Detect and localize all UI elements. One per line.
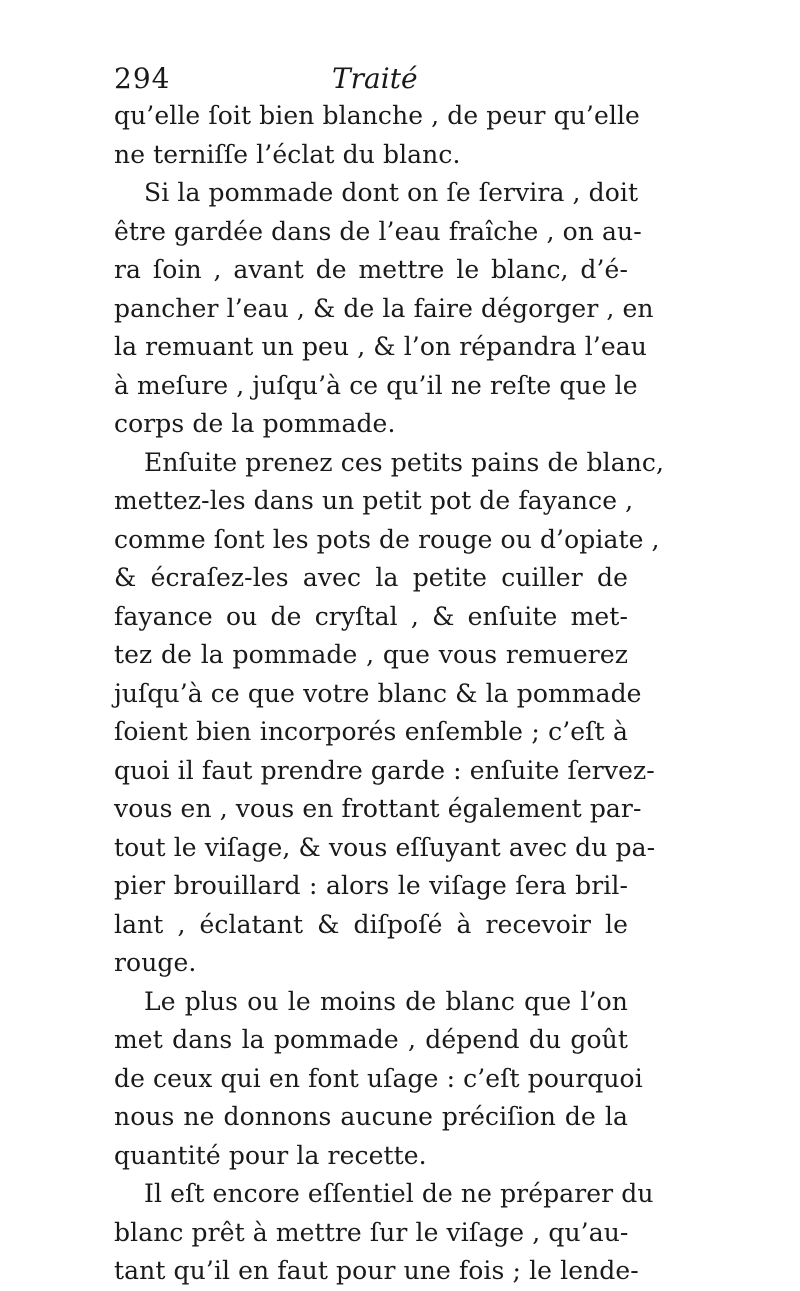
text-line: lant , éclatant & diſpoſé à recevoir le: [114, 909, 628, 939]
text-line: blanc prêt à mettre ſur le viſage , qu’au-: [114, 1217, 629, 1247]
text-line: quantité pour la recette.: [114, 1140, 427, 1170]
text-line: pancher l’eau , & de la faire dégorger , en: [114, 293, 654, 323]
text-line: mettez-les dans un petit pot de fayance ,: [114, 486, 634, 515]
text-line: Le plus ou le moins de blanc que l’on: [144, 986, 628, 1016]
text-line: & écraſez-les avec la petite cuiller de: [114, 563, 628, 592]
text-line: ne terniſſe l’éclat du blanc.: [114, 139, 461, 169]
text-line: rouge.: [114, 948, 197, 977]
text-line: nous ne donnons aucune préciſion de la: [114, 1102, 628, 1131]
text-line: Enſuite prenez ces petits pains de blanc,: [144, 447, 665, 477]
running-title: Traité: [332, 62, 418, 95]
body-text: [114, 97, 665, 1291]
text-line: comme ſont les pots de rouge ou d’opiate ,: [114, 524, 660, 554]
running-head: [114, 62, 634, 102]
text-line: à meſure , juſqu’à ce qu’il ne reſte que le: [114, 370, 638, 400]
text-line: la remuant un peu , & l’on répandra l’eau: [114, 332, 647, 361]
text-line: être gardée dans de l’eau fraîche , on au-: [114, 216, 642, 246]
text-line: tant qu’il en faut pour une fois ; le lende-: [114, 1256, 639, 1285]
text-line: fayance ou de cryſtal , & enſuite met-: [114, 601, 628, 631]
text-line: pier brouillard : alors le viſage ſera bril-: [114, 871, 628, 900]
text-line: ra ſoin , avant de mettre le blanc, d’é-: [114, 255, 628, 284]
text-line: Si la pommade dont on ſe ſervira , doit: [144, 178, 639, 207]
page-number: 294: [114, 62, 171, 95]
text-line: Il eſt encore eſſentiel de ne préparer du: [144, 1179, 654, 1208]
text-line: quoi il faut prendre garde : enſuite ſervez-: [114, 755, 655, 785]
text-line: vous en , vous en frottant également par-: [114, 794, 642, 823]
text-line: de ceux qui en font uſage : c’eſt pourquoi: [114, 1063, 643, 1093]
text-line: tout le viſage, & vous eſſuyant avec du pa-: [114, 832, 656, 862]
text-line: tez de la pommade , que vous remuerez: [114, 640, 628, 669]
text-line: ſoient bien incorporés enſemble ; c’eſt à: [114, 717, 628, 746]
text-line: juſqu’à ce que votre blanc & la pommade: [114, 678, 642, 708]
text-line: corps de la pommade.: [114, 409, 396, 438]
text-line: met dans la pommade , dépend du goût: [114, 1025, 628, 1054]
text-line: qu’elle ſoit bien blanche , de peur qu’elle: [114, 101, 640, 130]
